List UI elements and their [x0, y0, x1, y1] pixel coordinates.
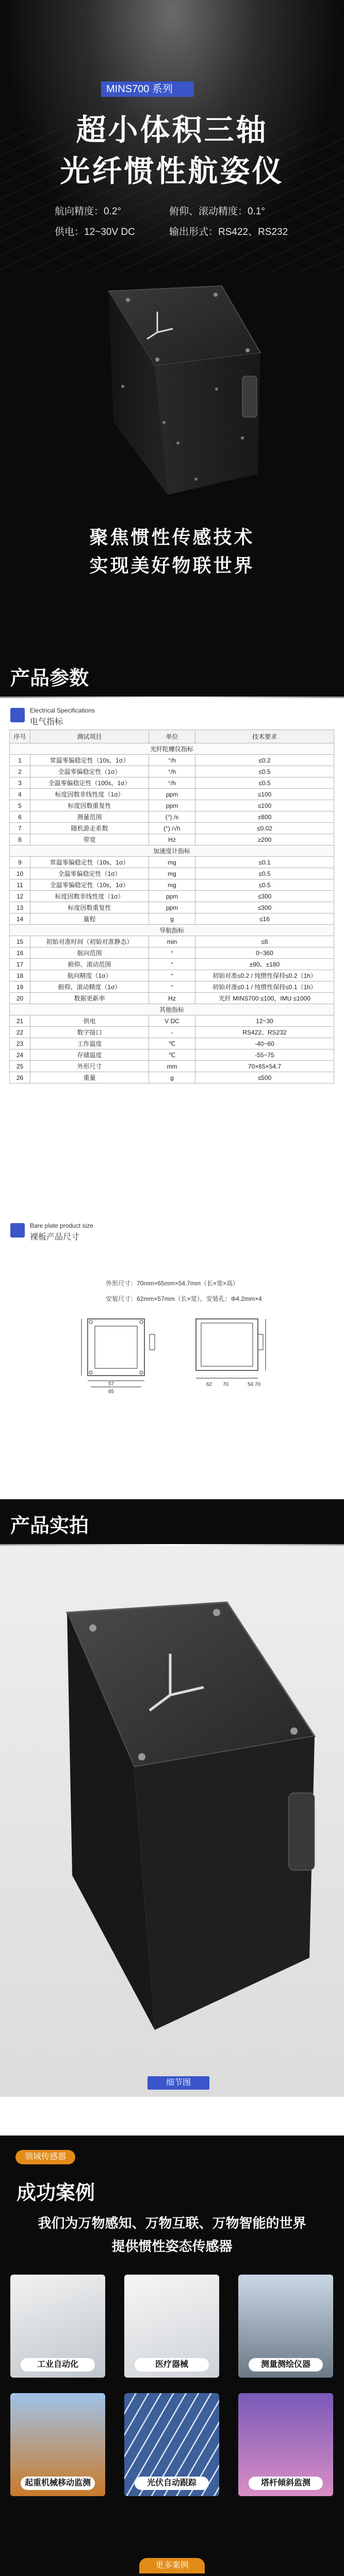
cell-req: 70×65×54.7 — [195, 1061, 334, 1072]
cell-item: 随机游走系数 — [30, 823, 149, 834]
case-card[interactable] — [238, 2393, 333, 2496]
series-badge: MINS700 系列 — [101, 81, 194, 97]
cell-req: ≤6 — [195, 936, 334, 947]
cell-req: ≤0.2 — [195, 755, 334, 766]
cell-req: ≤300 — [195, 891, 334, 902]
cell-unit: °/h — [149, 755, 195, 766]
cell-no: 9 — [10, 857, 30, 868]
table-row — [10, 993, 334, 1004]
cell-item: 常温零偏稳定性（10s，1σ） — [30, 755, 149, 766]
cell-item: 量程 — [30, 913, 149, 925]
table-row — [10, 800, 334, 811]
dim-label-57: 57 — [108, 1381, 114, 1387]
table-row — [10, 970, 334, 981]
cell-no: 5 — [10, 800, 30, 811]
cell-unit: ° — [149, 981, 195, 993]
cell-req: ≤500 — [195, 1072, 334, 1083]
table-row — [10, 777, 334, 789]
cell-no: 11 — [10, 879, 30, 891]
device-photo — [0, 1566, 344, 2061]
case-label: 医疗器械 — [135, 2358, 209, 2371]
spec-row — [55, 224, 297, 245]
table-row — [10, 1049, 334, 1061]
cell-no: 19 — [10, 981, 30, 993]
electrical-en: Electrical Specifications — [30, 707, 95, 714]
spec-row — [55, 204, 297, 224]
cell-item: 标度因数重复性 — [30, 800, 149, 811]
table-group-row — [10, 1004, 334, 1015]
case-label: 光伏自动跟踪 — [135, 2477, 209, 2490]
dim-label-62: 62 — [206, 1382, 212, 1387]
cell-no: 16 — [10, 947, 30, 959]
product-photo — [0, 1546, 344, 2097]
cell-unit: min — [149, 936, 195, 947]
cell-item: 全温零偏稳定性（10s，1σ） — [30, 879, 149, 891]
slogan-line2: 实现美好物联世界 — [89, 555, 255, 576]
cell-item: 航向范围 — [30, 947, 149, 959]
table-row — [10, 981, 334, 993]
table-row — [10, 766, 334, 777]
cell-req: ≤16 — [195, 913, 334, 925]
cell-unit: ℃ — [149, 1049, 195, 1061]
cell-unit: - — [149, 1027, 195, 1038]
dim-label-65: 65 — [108, 1389, 114, 1395]
table-row — [10, 936, 334, 947]
table-row — [10, 879, 334, 891]
cell-req: ≤0.5 — [195, 879, 334, 891]
hero-title-line2: 光纤惯性航姿仪 — [60, 155, 284, 188]
cell-item: 测量范围 — [30, 811, 149, 823]
table-group-label: 光纤陀螺仪指标 — [10, 743, 334, 755]
cases-title: 成功案例 — [17, 2182, 95, 2204]
detail-button[interactable]: 细节图 — [148, 2076, 209, 2090]
cell-unit: g — [149, 1072, 195, 1083]
cell-req: -40~60 — [195, 1038, 334, 1049]
dimension-drawing — [77, 1314, 284, 1396]
cell-req: ≥200 — [195, 834, 334, 845]
cell-unit: ℃ — [149, 1038, 195, 1049]
table-group-row — [10, 925, 334, 936]
spec-heading-accuracy: 航向精度：0.2° — [55, 206, 122, 217]
cell-unit: mg — [149, 879, 195, 891]
cell-req: ≤100 — [195, 789, 334, 800]
cell-no: 7 — [10, 823, 30, 834]
cell-unit: °/h — [149, 777, 195, 789]
cell-no: 24 — [10, 1049, 30, 1061]
cell-item: 俯仰、滚动范围 — [30, 959, 149, 970]
table-row — [10, 1038, 334, 1049]
table-group-label: 其他指标 — [10, 1004, 334, 1015]
cell-item: 全温零偏稳定性（100s，1σ） — [30, 777, 149, 789]
case-card[interactable] — [10, 2393, 105, 2496]
cell-unit: (°) /√h — [149, 823, 195, 834]
table-row — [10, 857, 334, 868]
case-label: 塔杆倾斜监测 — [249, 2477, 323, 2490]
cell-no: 15 — [10, 936, 30, 947]
cell-no: 22 — [10, 1027, 30, 1038]
more-cases-button[interactable]: 更多案例 — [139, 2558, 205, 2573]
table-row — [10, 1027, 334, 1038]
cell-no: 12 — [10, 891, 30, 902]
dims-cn: 裸板产品尺寸 — [30, 1233, 80, 1242]
cell-item: 俯仰、滚动精度（1σ） — [30, 981, 149, 993]
params-table — [9, 730, 334, 1083]
cell-req: ±90、±180 — [195, 959, 334, 970]
cell-req: ≤100 — [195, 800, 334, 811]
cell-unit: ° — [149, 959, 195, 970]
cell-req: ≤0.5 — [195, 777, 334, 789]
spec-output: 输出形式：RS422、RS232 — [169, 227, 288, 238]
cell-item: 标度因数非线性度（1σ） — [30, 891, 149, 902]
table-header — [10, 730, 334, 743]
cell-no: 17 — [10, 959, 30, 970]
table-row — [10, 902, 334, 913]
col-unit: 单位 — [149, 730, 195, 743]
dimensions-panel — [0, 1221, 344, 1458]
cell-no: 14 — [10, 913, 30, 925]
cell-unit: Hz — [149, 993, 195, 1004]
photo-section-bar — [0, 1499, 344, 1546]
dims-outline-text: 外形尺寸：70mm×65mm×54.7mm（长×宽×高） — [106, 1280, 239, 1287]
cell-no: 23 — [10, 1038, 30, 1049]
cell-unit: mg — [149, 857, 195, 868]
cell-item: 带宽 — [30, 834, 149, 845]
case-label: 工业自动化 — [21, 2358, 95, 2371]
cell-item: 供电 — [30, 1015, 149, 1027]
cell-unit: (°) /s — [149, 811, 195, 823]
cell-item: 工作温度 — [30, 1038, 149, 1049]
cell-no: 25 — [10, 1061, 30, 1072]
cell-item: 全温零偏稳定性（1σ） — [30, 868, 149, 879]
table-row — [10, 947, 334, 959]
cell-item: 数据更新率 — [30, 993, 149, 1004]
cell-req: ≤0.5 — [195, 868, 334, 879]
table-group-label: 加速度计指标 — [10, 845, 334, 857]
col-req: 技术要求 — [195, 730, 334, 743]
table-row — [10, 789, 334, 800]
cell-unit: ppm — [149, 891, 195, 902]
cell-item: 存储温度 — [30, 1049, 149, 1061]
table-row — [10, 755, 334, 766]
table-row — [10, 811, 334, 823]
cell-req: ±800 — [195, 811, 334, 823]
cell-req: 光纤 MINS700 ≤100，IMU ≤1000 — [195, 993, 334, 1004]
cases-tag: 领域传感器 — [15, 2150, 75, 2164]
dims-en: Bare plate product size — [30, 1222, 93, 1229]
spec-icon — [10, 708, 25, 722]
cell-unit: ppm — [149, 789, 195, 800]
table-row — [10, 891, 334, 902]
cell-unit: ° — [149, 947, 195, 959]
cell-req: ≤0.5 — [195, 766, 334, 777]
table-row — [10, 823, 334, 834]
size-icon — [10, 1223, 25, 1238]
cell-req: 12~30 — [195, 1015, 334, 1027]
cell-no: 10 — [10, 868, 30, 879]
cell-item: 初始对准时间（初始对准静态） — [30, 936, 149, 947]
slogan-line1: 聚焦惯性传感技术 — [89, 527, 255, 548]
table-row — [10, 913, 334, 925]
cell-no: 13 — [10, 902, 30, 913]
table-row — [10, 959, 334, 970]
cell-unit: V DC — [149, 1015, 195, 1027]
params-body — [10, 743, 334, 1083]
device-render — [0, 268, 344, 510]
cell-no: 21 — [10, 1015, 30, 1027]
cell-item: 标度因数重复性 — [30, 902, 149, 913]
table-row — [10, 1015, 334, 1027]
hero-specs — [55, 204, 297, 245]
cell-unit: Hz — [149, 834, 195, 845]
cell-item: 标度因数非线性度（1σ） — [30, 789, 149, 800]
cell-no: 20 — [10, 993, 30, 1004]
cell-no: 6 — [10, 811, 30, 823]
cell-unit: ppm — [149, 800, 195, 811]
cell-req: 初始对准≤0.1 / 纯惯性保持≤0.1（1h） — [195, 981, 334, 993]
cell-no: 3 — [10, 777, 30, 789]
cell-item: 全温零偏稳定性（1σ） — [30, 766, 149, 777]
cell-item: 重量 — [30, 1072, 149, 1083]
col-item: 测试项目 — [30, 730, 149, 743]
case-card[interactable] — [238, 2275, 333, 2378]
cell-req: ≤300 — [195, 902, 334, 913]
cell-req: 初始对准≤0.2 / 纯惯性保持≤0.2（1h） — [195, 970, 334, 981]
hero-banner — [0, 0, 344, 652]
electrical-cn: 电气指标 — [30, 718, 63, 726]
cases-subtitle-1: 我们为万物感知、万物互联、万物智能的世界 — [38, 2215, 306, 2231]
dim-label-54: 54.70 — [248, 1382, 261, 1387]
cell-no: 2 — [10, 766, 30, 777]
cell-unit: °/h — [149, 766, 195, 777]
cell-no: 8 — [10, 834, 30, 845]
cell-no: 1 — [10, 755, 30, 766]
table-group-label: 导航指标 — [10, 925, 334, 936]
photo-title: 产品实拍 — [10, 1515, 89, 1537]
cell-req: ≤0.02 — [195, 823, 334, 834]
cases-section — [0, 2136, 344, 2576]
table-group-row — [10, 743, 334, 755]
cell-no: 26 — [10, 1072, 30, 1083]
cell-req: -55~75 — [195, 1049, 334, 1061]
dim-label-70: 70 — [223, 1382, 229, 1387]
spec-pitch-roll-accuracy: 俯仰、滚动精度：0.1° — [169, 206, 266, 217]
cell-item: 数字接口 — [30, 1027, 149, 1038]
case-card[interactable] — [124, 2275, 219, 2378]
cell-item: 航向精度（1σ） — [30, 970, 149, 981]
cell-no: 4 — [10, 789, 30, 800]
cell-unit: ppm — [149, 902, 195, 913]
cell-item: 常温零偏稳定性（10s，1σ） — [30, 857, 149, 868]
hero-title-line1: 超小体积三轴 — [76, 113, 268, 147]
cell-unit: g — [149, 913, 195, 925]
cell-req: ≤0.1 — [195, 857, 334, 868]
table-row — [10, 834, 334, 845]
case-label: 起重机械移动监测 — [21, 2477, 95, 2490]
cell-unit: ° — [149, 970, 195, 981]
table-row — [10, 868, 334, 879]
cell-unit: mm — [149, 1061, 195, 1072]
case-card[interactable] — [124, 2393, 219, 2496]
cell-req: 0~360 — [195, 947, 334, 959]
case-label: 测量测绘仪器 — [249, 2358, 323, 2371]
spec-power: 供电：12~30V DC — [55, 227, 135, 238]
cell-req: RS422、RS232 — [195, 1027, 334, 1038]
cases-subtitle-2: 提供惯性姿态传感器 — [111, 2239, 233, 2254]
params-title: 产品参数 — [10, 668, 89, 689]
params-section-bar — [0, 652, 344, 698]
cell-unit: mg — [149, 868, 195, 879]
col-no: 序号 — [10, 730, 30, 743]
table-group-row — [10, 845, 334, 857]
cell-item: 外形尺寸 — [30, 1061, 149, 1072]
dims-mount-text: 安装尺寸：62mm×57mm（长×宽），安装孔：Φ4.2mm×4 — [106, 1295, 262, 1302]
case-card[interactable] — [10, 2275, 105, 2378]
table-row — [10, 1072, 334, 1083]
cell-no: 18 — [10, 970, 30, 981]
table-row — [10, 1061, 334, 1072]
